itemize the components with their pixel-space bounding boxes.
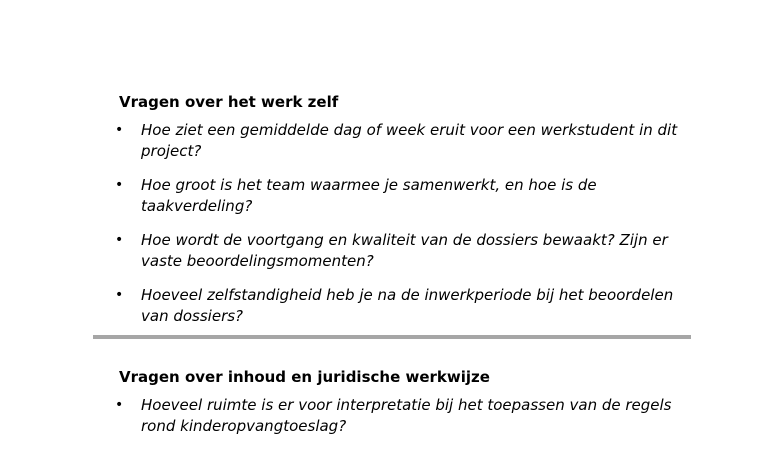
list-item (115, 230, 699, 272)
section-heading: Vragen over inhoud en juridische werkwijze (119, 368, 490, 386)
list-item (115, 285, 699, 327)
question-list (115, 120, 699, 327)
bullet-icon: • (115, 232, 124, 248)
bullet-icon: • (115, 397, 124, 413)
list-item (115, 395, 699, 437)
bullet-icon: • (115, 287, 124, 303)
list-item-text: Hoeveel ruimte is er voor interpretatie bij het toepassen van de regels rond kinderopvangtoeslag? (141, 396, 672, 435)
bullet-icon: • (115, 177, 124, 193)
section-heading: Vragen over het werk zelf (119, 93, 339, 111)
bullet-icon: • (115, 122, 124, 138)
section-divider (93, 335, 691, 339)
list-item-text: Hoeveel zelfstandigheid heb je na de inwerkperiode bij het beoordelen van dossiers? (141, 286, 674, 325)
section-work-questions (115, 93, 699, 340)
list-item-text: Hoe wordt de voortgang en kwaliteit van de dossiers bewaakt? Zijn er vaste beoordelingsmomenten? (141, 231, 668, 270)
list-item-text: Hoe groot is het team waarmee je samenwerkt, en hoe is de taakverdeling? (141, 176, 597, 215)
list-item (115, 120, 699, 162)
question-list (115, 395, 699, 437)
list-item (115, 175, 699, 217)
section-legal-questions (115, 368, 699, 450)
list-item-text: Hoe ziet een gemiddelde dag of week eruit voor een werkstudent in dit project? (141, 121, 678, 160)
